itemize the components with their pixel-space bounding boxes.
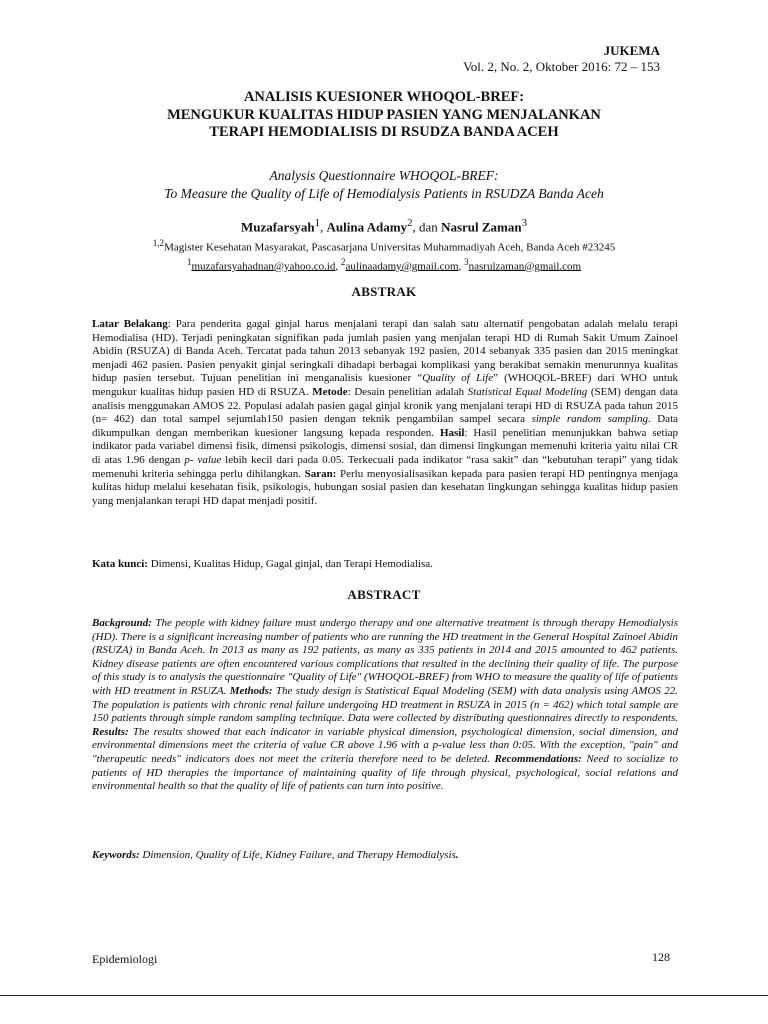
author-list — [60, 215, 708, 235]
abstrak-text: . Data dikumpulkan dengan memberikan kuesioner langsung kepada responden. — [92, 413, 679, 439]
abstrak-italic: Statistical Equal Modeling — [467, 385, 588, 398]
keywords-text: Dimension, Quality of Life, Kidney Failure, and Therapy Hemodialysis — [139, 849, 456, 861]
abstrak-italic: p- value — [184, 453, 222, 466]
abstract-text: The results showed that each indicator in variable physical dimension, psychological dimension, social dimension, and environmental dimensions meet the criteria of value CR above 1.96 with a p-value less than 0:05. With the exception, "pain" and "therapeutic needs" indicators does not meet the criteria therefore need to be deleted. — [92, 725, 678, 765]
abstrak-text: lebih kecil dari pada 0.05. Terkecuali pada indikator “rasa sakit” dan “kebutuhan terapi” yang tidak memenuhi kriteria sehingga perlu dihilangkan. — [92, 453, 678, 480]
author-superscript: 3 — [521, 217, 528, 229]
email-superscript: 2 — [340, 256, 346, 267]
keywords-end: . — [455, 849, 459, 861]
affiliation-text: Magister Kesehatan Masyarakat, Pascasarjana Universitas Muhammadiyah Aceh, Banda Aceh #23245 — [164, 241, 616, 254]
abstrak-heading: ABSTRAK — [351, 284, 417, 299]
email-superscript: 3 — [464, 256, 469, 267]
email-link[interactable]: aulinaadamy@gmail.com — [345, 260, 459, 273]
section-label: Saran: — [304, 467, 337, 480]
abstrak-text: Perlu menyosialisasikan kepada para pasien terapi HD pentingnya menjaga kulitas hidup melalui kesehatan fisik, psikologis, hubungan sosial pasien dan kesehatan lingkungan sehingga kualitas hidup pasien yang menjalankan terapi HD dapat menjadi positif. — [92, 467, 678, 507]
section-label: Recommendations: — [494, 752, 582, 765]
abstrak-italic: simple random sampling — [531, 413, 648, 426]
section-label: Background: — [92, 617, 152, 629]
title-line: MENGUKUR KUALITAS HIDUP PASIEN YANG MENJALANKAN — [167, 106, 601, 123]
section-label: Results: — [92, 725, 129, 738]
author-separator: , — [320, 219, 327, 235]
affiliation — [60, 236, 708, 273]
abstrak-text: : Desain penelitian adalah — [347, 385, 468, 398]
abstrak-italic: Quality of Life — [422, 372, 494, 385]
paper-subtitle — [60, 167, 708, 203]
email-separator: , — [458, 260, 465, 273]
journal-header — [463, 43, 660, 75]
email-separator: , — [335, 260, 341, 273]
abstract-heading: ABSTRACT — [347, 587, 421, 602]
keywords — [92, 848, 678, 862]
abstrak-text: (SEM) dengan data analisis menggunakan AMOS 22. Populasi adalah pasien gagal ginjal kronik yang menjalani terapi HD di RSUZA pada tahun 2015 (n= 462) dan total sampel sejumlah150 pasien dengan teknik pengambilan sampel secara — [92, 385, 679, 426]
author-superscript: 1 — [314, 217, 321, 229]
keywords-text: Dimensi, Kualitas Hidup, Gagal ginjal, dan Terapi Hemodialisa. — [147, 558, 433, 570]
abstrak-body — [92, 318, 678, 508]
abstrak-text: : Para penderita gagal ginjal harus menjalani terapi dan salah satu alternatif pengobatan adalah melalu terapi Hemodialisa (HD). Terjadi peningkatan signifikan pada jumlah pasien yang menjalan terapi HD di Rumah Sakit Umum Zainoel Abidin (RSUZA) di Banda Aceh. Tercatat pada tahun 2013 sebanyak 192 pasien, 2014 sebanyak 335 pasien dan 2015 meningkat menjadi 462 pasien. Pasien penyakit ginjal seringkali dihadapi berbagai komplikasi yang berakibat semakin menurunnya kualitas hidup pasien tersebut. Tujuan penelitian ini menganalisis kuesioner “ — [92, 318, 678, 385]
journal-name: JUKEMA — [603, 43, 660, 58]
abstrak-text: ” (WHOQOL-BREF) dari WHO untuk mengukur kualitas hidup pasien HD di RSUZA. — [92, 372, 678, 398]
footer-section: Epidemiologi — [92, 952, 158, 966]
author-name: Nasrul Zaman — [441, 219, 522, 235]
section-label: Hasil — [439, 426, 465, 439]
abstrak-text: : Hasil penelitian menunjukkan bahwa setiap indikator pada variabel dimensi fisik, dimensi psikologis, dimensi sosial, dan dimensi lingkungan memenuhi kriteria yaitu nilai CR di atas 1.96 dengan — [92, 426, 679, 466]
keywords-label: Kata kunci: — [92, 558, 148, 570]
email-superscript: 1 — [186, 256, 192, 267]
email-link[interactable]: nasrulzaman@gmail.com — [468, 260, 582, 273]
subtitle-line: To Measure the Quality of Life of Hemodialysis Patients in RSUDZA Banda Aceh — [164, 186, 604, 201]
abstract-text: The study design is Statistical Equal Modeling (SEM) with data analysis using AMOS 22. The population is patients with chronic renal failure undergoing HD treatment in RSUZA in 2015 (n = 462) which total sample are 150 patients through simple random sampling technique. Data were collected by distributing questionnaires directly to respondents. — [92, 684, 678, 725]
section-label: Methods: — [229, 684, 273, 697]
footer-divider — [0, 995, 768, 996]
abstract-body — [92, 617, 678, 794]
affiliation-superscript: 1,2 — [152, 238, 165, 248]
author-name: Aulina Adamy — [326, 219, 408, 235]
author-superscript: 2 — [407, 217, 413, 229]
paper-title — [60, 89, 708, 142]
title-line: ANALISIS KUESIONER WHOQOL-BREF: — [243, 89, 525, 105]
abstract-text: Need to socialize to patients of HD therapies the importance of maintaining quality of life through physical, psychological, social relations and environmental health so that the quality of life of patients can turn into positive. — [92, 752, 678, 793]
author-separator: , dan — [412, 219, 442, 235]
keywords-label: Keywords: — [92, 849, 140, 861]
author-name: Muzafarsyah — [240, 219, 315, 235]
title-line: TERAPI HEMODIALISIS DI RSUDZA BANDA ACEH — [209, 124, 559, 140]
section-label: Latar Belakang — [92, 318, 168, 330]
page-number: 128 — [652, 950, 670, 964]
subtitle-line: Analysis Questionnaire WHOQOL-BREF: — [269, 168, 499, 183]
journal-volume: Vol. 2, No. 2, Oktober 2016: 72 – 153 — [463, 59, 660, 74]
section-label: Metode — [312, 385, 348, 398]
kata-kunci — [92, 557, 678, 571]
email-link[interactable]: muzafarsyahadnan@yahoo.co.id — [191, 260, 336, 273]
abstract-text: The people with kidney failure must undergo therapy and one alternative treatment is through therapy Hemodialysis (HD). There is a significant increasing number of patients who are running the HD treatment in the General Hospital Zainoel Abidin (RSUZA) in Banda Aceh. In 2013 as many as 192 patients, as many as 335 patients in 2014 and 2015 amounted to 462 patients. Kidney disease patients are often encountered various complications that resulted in the declining their quality of life. The purpose of this study is to analysis the questionnaire "Quality of Life" (WHOQOL-BREF) from WHO to measure the quality of life of patients with HD treatment in RSUZA. — [92, 617, 678, 697]
